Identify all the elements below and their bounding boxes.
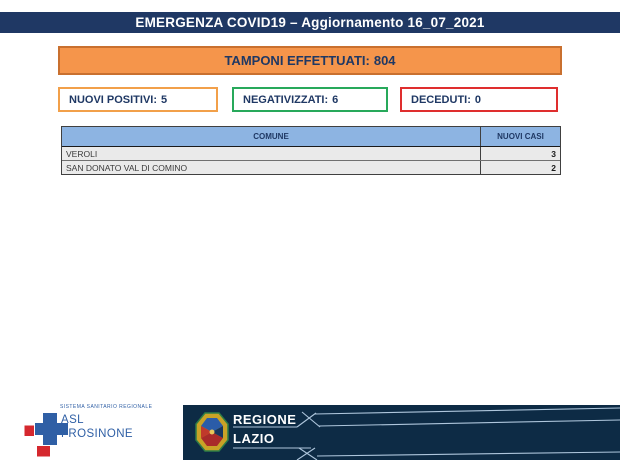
cases-table bbox=[61, 126, 561, 175]
cell-comune: VEROLI bbox=[66, 148, 98, 159]
regione-lazio-bar bbox=[183, 405, 620, 460]
title-banner bbox=[0, 12, 620, 33]
table-header-row bbox=[62, 127, 560, 147]
tamponi-value: 804 bbox=[373, 53, 396, 68]
header-comune: COMUNE bbox=[253, 132, 289, 141]
cell-nuovi-casi: 2 bbox=[480, 161, 560, 174]
asl-tagline: SISTEMA SANITARIO REGIONALE bbox=[60, 404, 153, 410]
stat-label: DECEDUTI: bbox=[411, 93, 471, 106]
tamponi-banner bbox=[58, 46, 562, 75]
stat-value: 6 bbox=[332, 93, 339, 106]
cell-nuovi-casi: 3 bbox=[480, 147, 560, 160]
stat-label: NEGATIVIZZATI: bbox=[243, 93, 329, 106]
cell-comune: SAN DONATO VAL DI COMINO bbox=[66, 162, 188, 173]
asl-name-line1: ASL bbox=[61, 414, 84, 426]
stat-box-deceduti bbox=[400, 87, 558, 112]
stat-box-negativizzati bbox=[232, 87, 388, 112]
table-row bbox=[62, 160, 560, 174]
table-row bbox=[62, 147, 560, 160]
stat-label: NUOVI POSITIVI: bbox=[69, 93, 158, 106]
header-nuovi-casi: NUOVI CASI bbox=[480, 127, 560, 146]
stat-box-nuovi-positivi bbox=[58, 87, 218, 112]
stat-value: 5 bbox=[161, 93, 168, 106]
asl-name-line2: FROSINONE bbox=[61, 428, 133, 440]
stat-value: 0 bbox=[474, 93, 482, 106]
region-name-line2: LAZIO bbox=[233, 431, 275, 446]
page-title: EMERGENZA COVID19 – Aggiornamento 16_07_2021 bbox=[135, 15, 485, 30]
regione-lazio-crest-icon bbox=[195, 412, 229, 452]
tamponi-label: TAMPONI EFFETTUATI: bbox=[224, 53, 370, 68]
region-name-line1: REGIONE bbox=[233, 412, 297, 427]
